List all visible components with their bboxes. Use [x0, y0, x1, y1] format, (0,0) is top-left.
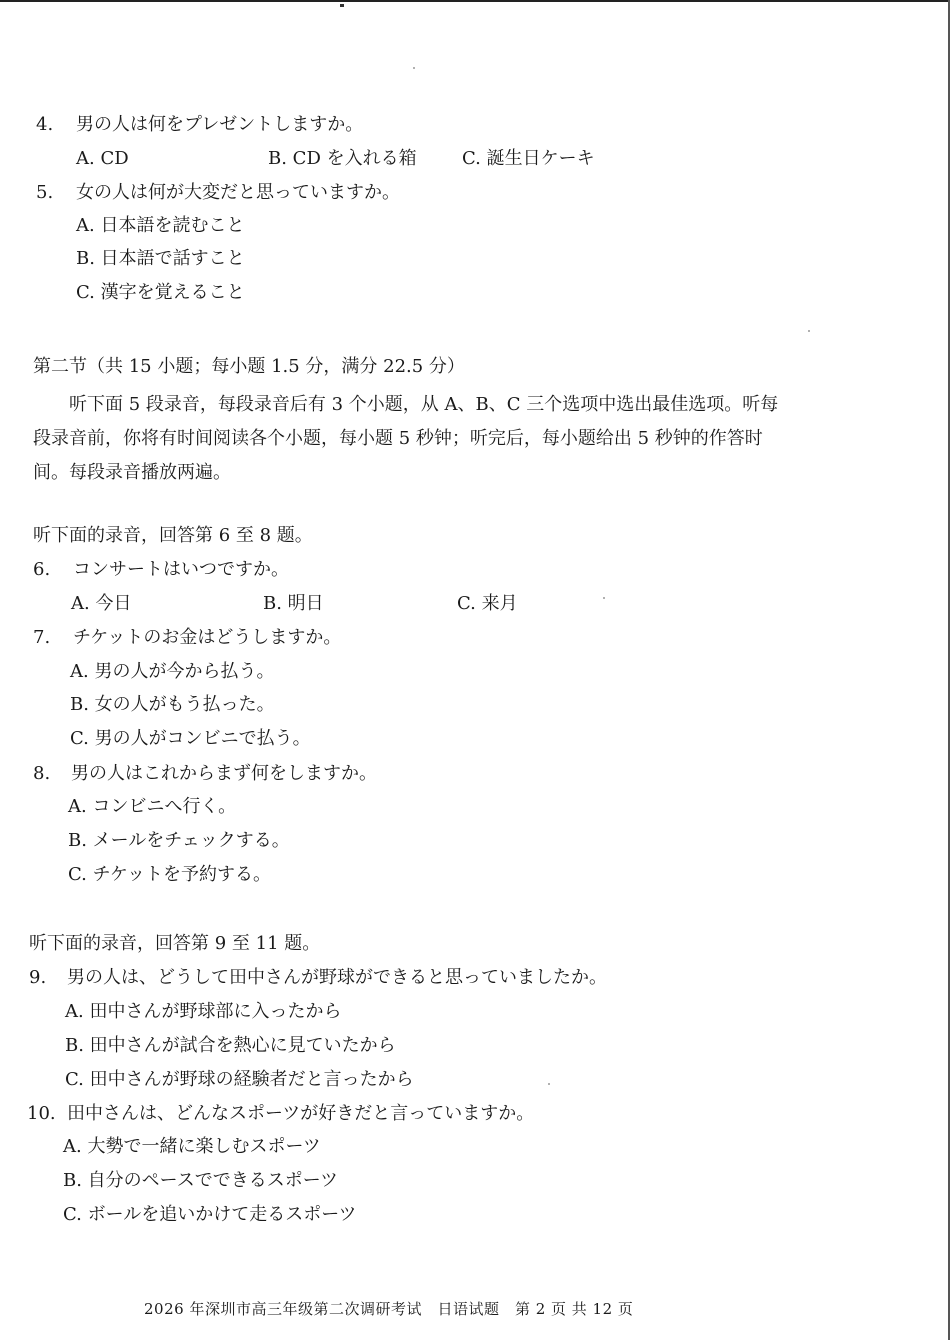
- question-6-number: 6.: [33, 559, 51, 580]
- question-7-option-a: A. 男の人が今から払う。: [70, 661, 275, 682]
- question-6-option-a: A. 今日: [71, 593, 132, 614]
- scan-speck: [603, 597, 605, 599]
- question-8-option-c: C. チケットを予約する。: [68, 864, 271, 885]
- scan-mark: [340, 4, 344, 7]
- question-9-number: 9.: [29, 967, 47, 988]
- question-6-text: コンサートはいつですか。: [73, 559, 289, 580]
- question-10-option-c: C. ボールを追いかけて走るスポーツ: [63, 1204, 357, 1225]
- question-5-option-b: B. 日本語で話すこと: [76, 248, 245, 269]
- question-5-text: 女の人は何が大変だと思っていますか。: [76, 182, 400, 203]
- scan-speck: [808, 330, 810, 332]
- question-5-option-c: C. 漢字を覚えること: [76, 282, 245, 303]
- question-6-option-b: B. 明日: [263, 593, 324, 614]
- question-8-option-b: B. メールをチェックする。: [68, 830, 290, 851]
- group-1-intro: 听下面的录音，回答第 6 至 8 题。: [33, 525, 313, 546]
- question-7-option-c: C. 男の人がコンビニで払う。: [70, 728, 311, 749]
- question-4-option-b: B. CD を入れる箱: [268, 148, 417, 169]
- question-10-text: 田中さんは、どんなスポーツが好きだと言っていますか。: [67, 1103, 535, 1124]
- question-5-option-a: A. 日本語を読むこと: [76, 215, 245, 236]
- question-5-number: 5.: [36, 182, 54, 203]
- section-2-instructions: 听下面 5 段录音，每段录音后有 3 个小题，从 A、B、C 三个选项中选出最佳选项。听每段录音前，你将有时间阅读各个小题，每小题 5 秒钟；听完后，每小题给出 5 秒钟的作答时间。每段录音播放两遍。: [33, 394, 779, 483]
- question-7-text: チケットのお金はどうしますか。: [73, 627, 342, 648]
- question-7-option-b: B. 女の人がもう払った。: [70, 694, 275, 715]
- question-8-text: 男の人はこれからまず何をしますか。: [71, 763, 377, 784]
- scan-speck: [548, 1083, 550, 1085]
- question-4-option-c: C. 誕生日ケーキ: [462, 148, 595, 169]
- group-2-intro: 听下面的录音，回答第 9 至 11 题。: [29, 933, 321, 954]
- question-4-text: 男の人は何をプレゼントしますか。: [76, 114, 364, 135]
- section-2-heading: 第二节（共 15 小题；每小题 1.5 分，满分 22.5 分）: [33, 356, 465, 377]
- question-4-option-a: A. CD: [76, 148, 129, 169]
- question-9-option-b: B. 田中さんが試合を熱心に見ていたから: [65, 1035, 396, 1056]
- scan-speck: [413, 67, 415, 69]
- question-7-number: 7.: [33, 627, 51, 648]
- question-9-text: 男の人は、どうして田中さんが野球ができると思っていましたか。: [67, 967, 607, 988]
- question-8-number: 8.: [33, 763, 51, 784]
- question-9-option-a: A. 田中さんが野球部に入ったから: [65, 1001, 342, 1022]
- question-8-option-a: A. コンビニへ行く。: [68, 796, 237, 817]
- scan-top-border: [0, 0, 950, 2]
- question-10-option-b: B. 自分のペースでできるスポーツ: [63, 1170, 339, 1191]
- question-10-option-a: A. 大勢で一緒に楽しむスポーツ: [63, 1136, 321, 1157]
- page-footer: 2026 年深圳市高三年级第二次调研考试 日语试题 第 2 页 共 12 页: [144, 1300, 634, 1318]
- question-6-option-c: C. 来月: [457, 593, 518, 614]
- question-9-option-c: C. 田中さんが野球の経験者だと言ったから: [65, 1069, 414, 1090]
- question-10-number: 10.: [27, 1103, 56, 1124]
- question-4-number: 4.: [36, 114, 54, 135]
